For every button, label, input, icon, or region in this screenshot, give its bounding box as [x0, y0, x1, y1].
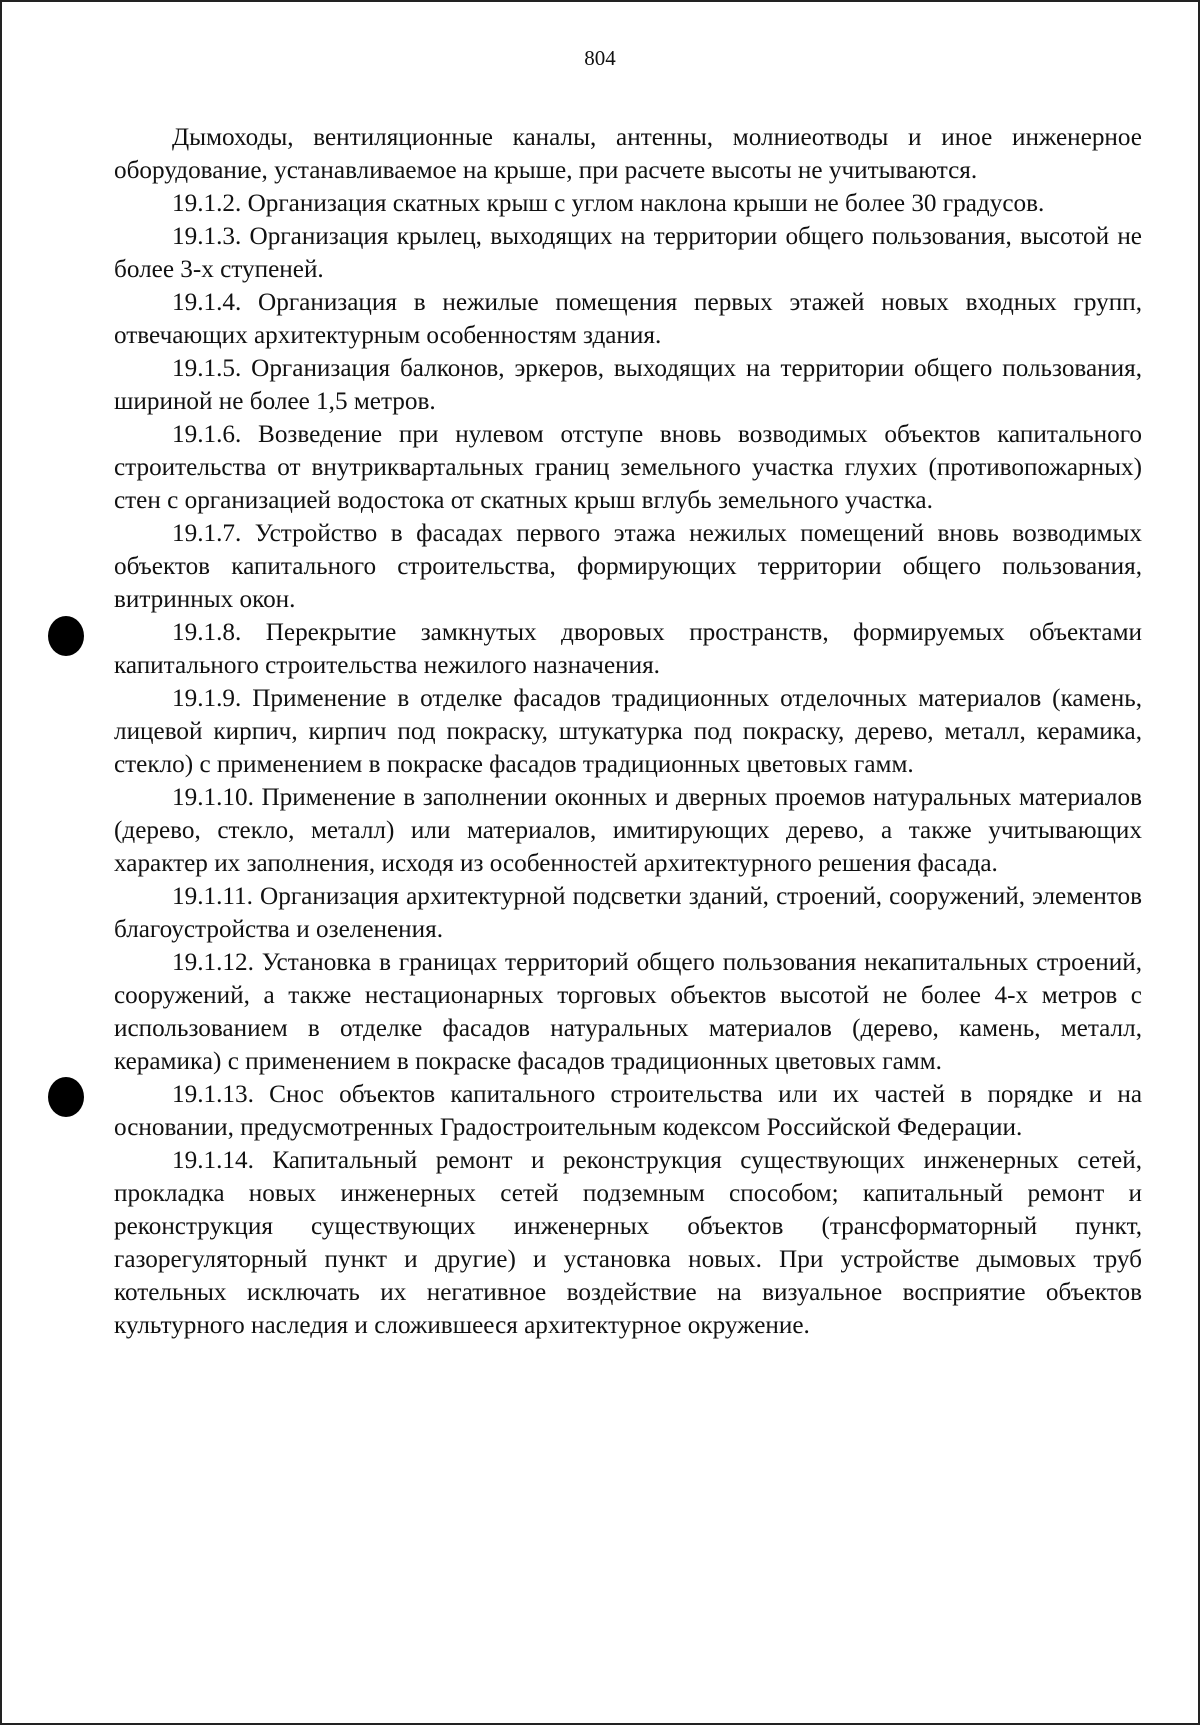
paragraph-19-1-5: 19.1.5. Организация балконов, эркеров, выходящих на территории общего пользования, шириной не более 1,5 метров.	[114, 355, 1142, 415]
paragraph-19-1-10: 19.1.10. Применение в заполнении оконных и дверных проемов натуральных материалов (дерево, стекло, металл) или материалов, имитирующих дерево, а также учитывающих характер их заполнения, исходя из особенностей архитектурного решения фасада.	[114, 784, 1142, 877]
paragraph-19-1-11: 19.1.11. Организация архитектурной подсветки зданий, строений, сооружений, элементов благоустройства и озеленения.	[114, 883, 1142, 943]
paragraph-19-1-6: 19.1.6. Возведение при нулевом отступе вновь возводимых объектов капитального строительства от внутриквартальных границ земельного участка глухих (противопожарных) стен с организацией водостока от скатных крыш вглубь земельного участка.	[114, 421, 1142, 514]
paragraph-19-1-2: 19.1.2. Организация скатных крыш с углом наклона крыши не более 30 градусов.	[172, 190, 1045, 217]
paragraph-19-1-3: 19.1.3. Организация крылец, выходящих на территории общего пользования, высотой не более 3-х ступеней.	[114, 223, 1142, 283]
paragraph-19-1-9: 19.1.9. Применение в отделке фасадов традиционных отделочных материалов (камень, лицевой кирпич, кирпич под покраску, штукатурка под покраску, дерево, металл, керамика, стекло) с применением в покраске фасадов традиционных цветовых гамм.	[114, 685, 1142, 778]
paragraph-19-1-4: 19.1.4. Организация в нежилые помещения первых этажей новых входных групп, отвечающих архитектурным особенностям здания.	[114, 289, 1142, 349]
page-number: 804	[584, 46, 616, 70]
punch-hole-mark	[48, 616, 84, 656]
paragraph-19-1-12: 19.1.12. Установка в границах территорий общего пользования некапитальных строений, сооружений, а также нестационарных торговых объектов высотой не более 4-х метров с использованием в отделке фасадов натуральных материалов (дерево, камень, металл, керамика) с применением в покраске фасадов традиционных цветовых гамм.	[114, 949, 1142, 1075]
paragraph-19-1-14: 19.1.14. Капитальный ремонт и реконструкция существующих инженерных сетей, прокладка новых инженерных сетей подземным способом; капитальный ремонт и реконструкция существующих инженерных объектов (трансформаторный пункт, газорегуляторный пункт и другие) и установка новых. При устройстве дымовых труб котельных исключать их негативное воздействие на визуальное восприятие объектов культурного наследия и сложившееся архитектурное окружение.	[114, 1147, 1142, 1339]
paragraph-19-1-13: 19.1.13. Снос объектов капитального строительства или их частей в порядке и на основании, предусмотренных Градостроительным кодексом Российской Федерации.	[114, 1081, 1142, 1141]
paragraph-19-1-7: 19.1.7. Устройство в фасадах первого этажа нежилых помещений вновь возводимых объектов капитального строительства, формирующих территории общего пользования, витринных окон.	[114, 520, 1142, 613]
punch-hole-mark	[48, 1077, 84, 1117]
paragraph-19-1-8: 19.1.8. Перекрытие замкнутых дворовых пространств, формируемых объектами капитального строительства нежилого назначения.	[114, 619, 1142, 679]
paragraph-chimneys-note: Дымоходы, вентиляционные каналы, антенны, молниеотводы и иное инженерное оборудование, устанавливаемое на крыше, при расчете высоты не учитываются.	[114, 124, 1142, 184]
document-body	[114, 121, 1142, 1342]
